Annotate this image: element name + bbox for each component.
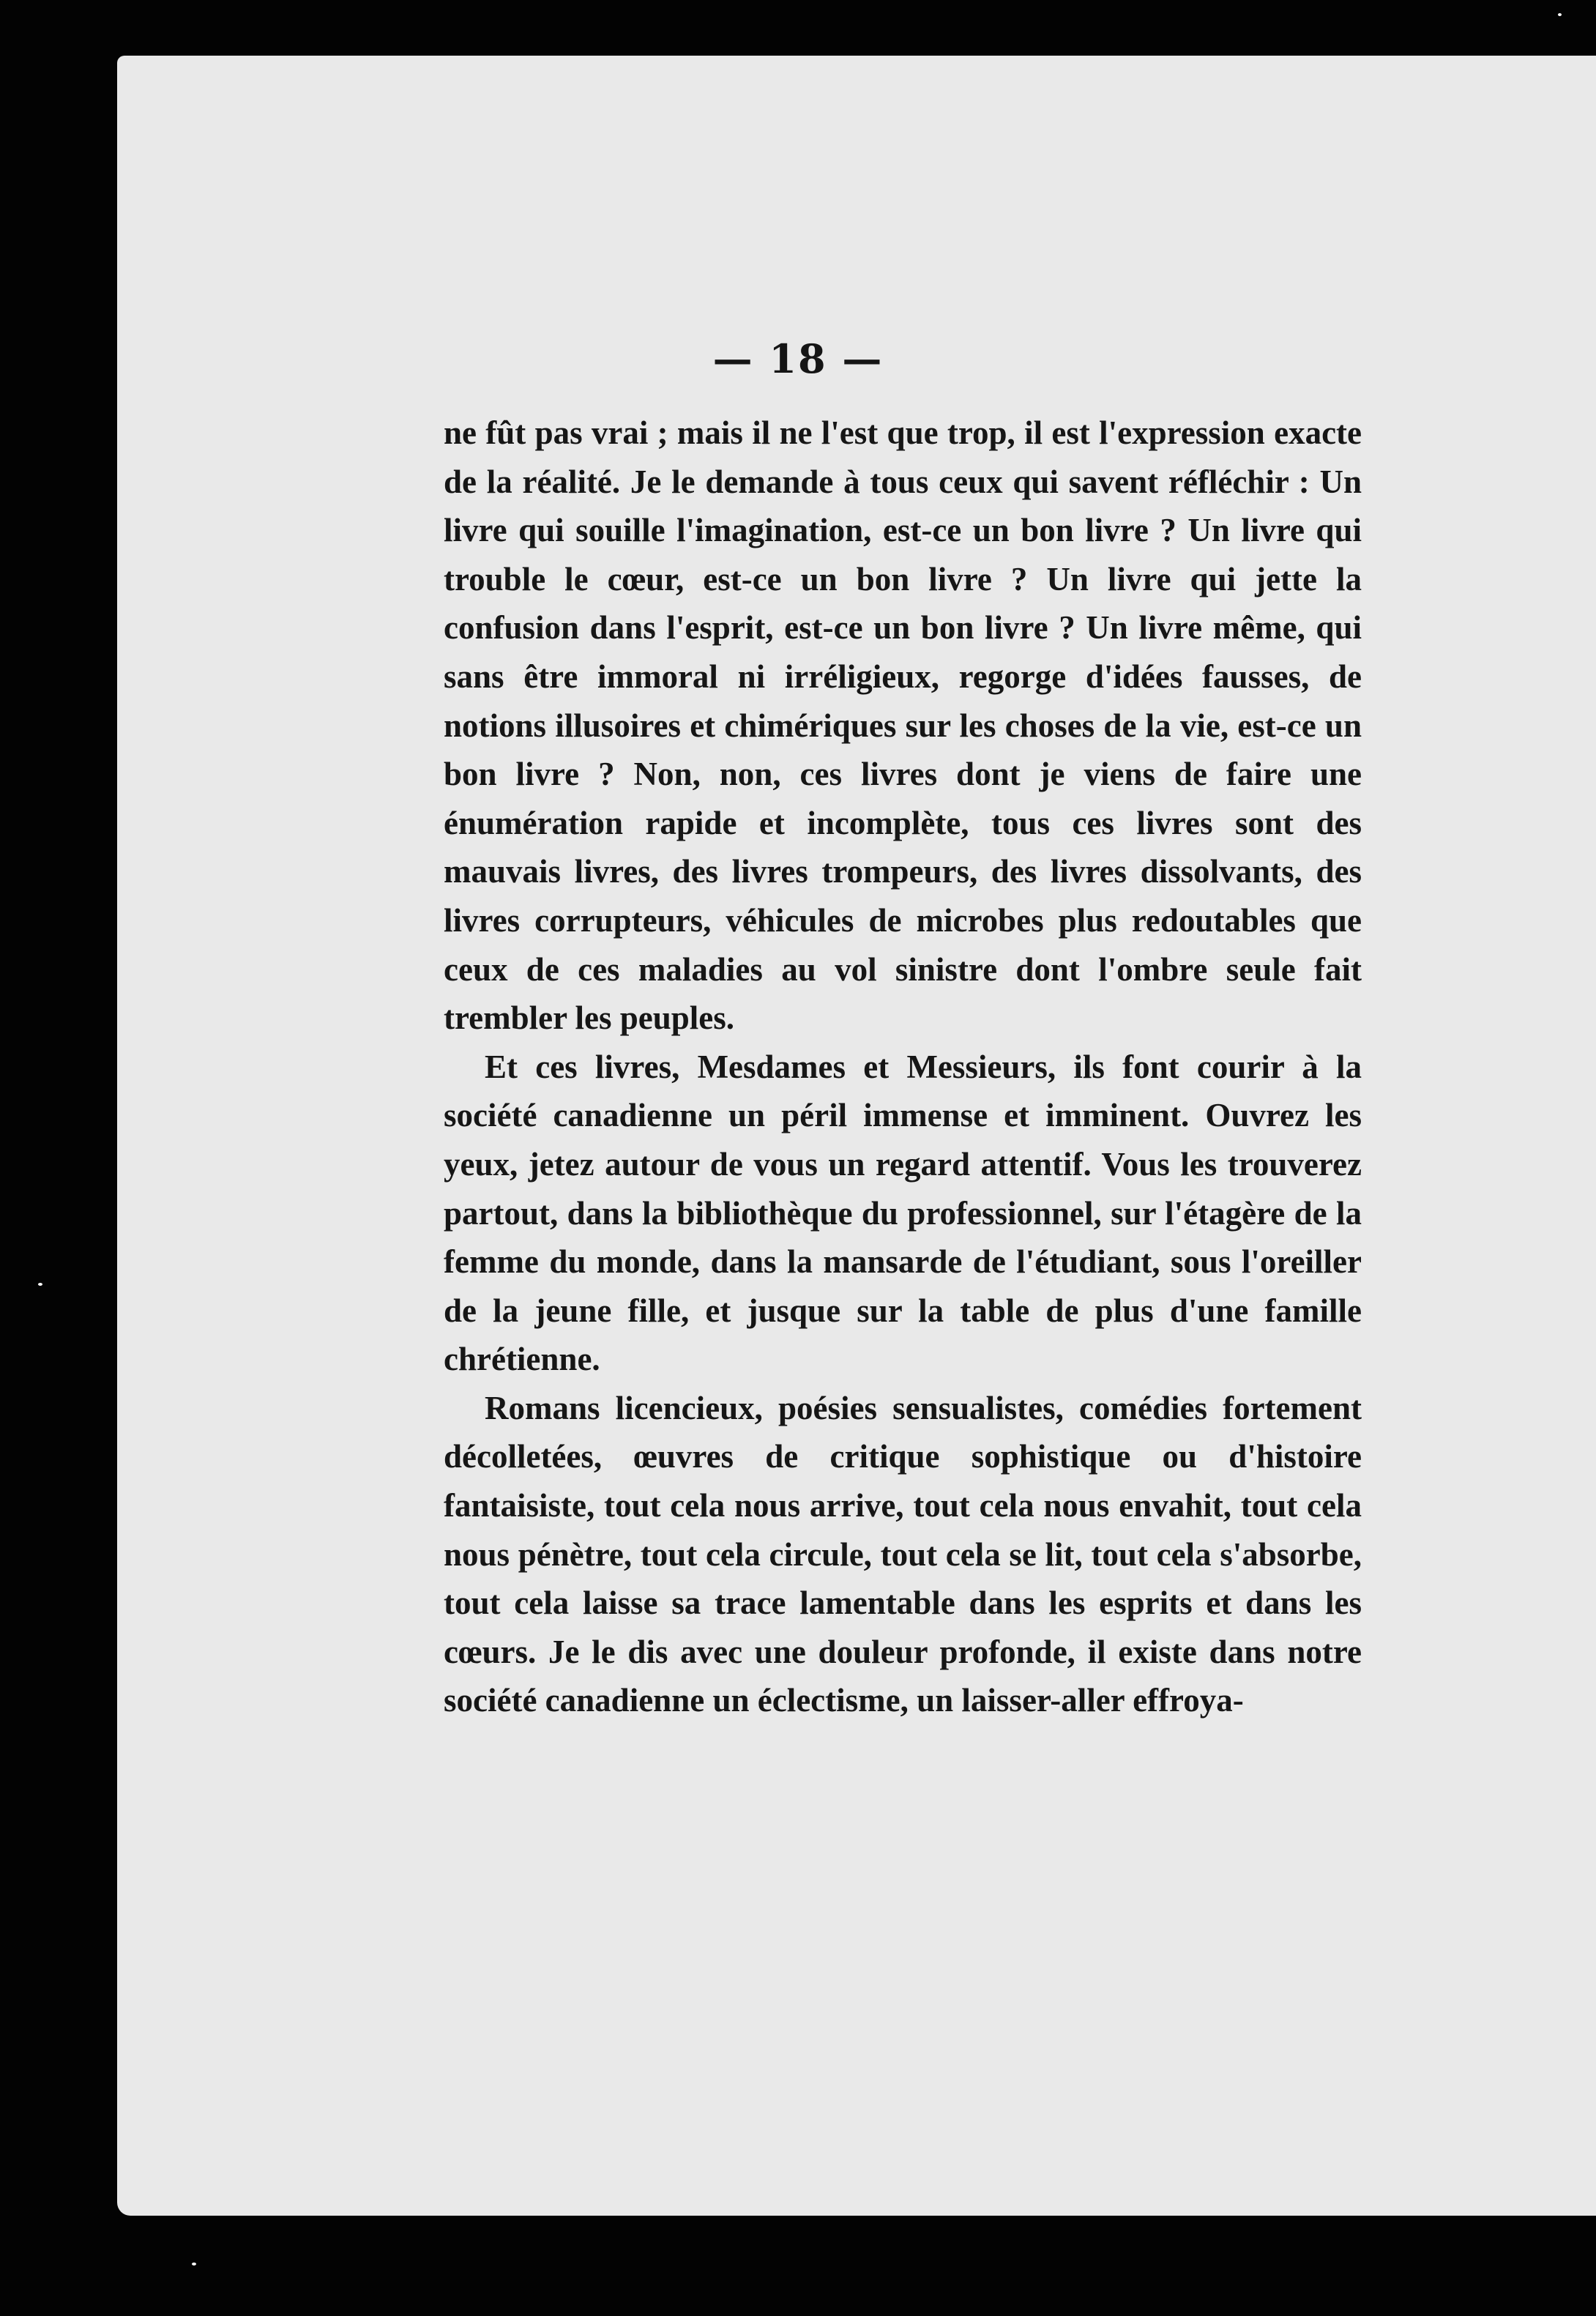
dust-speck xyxy=(192,2263,196,2265)
paragraph: Romans licencieux, poésies sensualistes, comédies fortement décolletées, œuvres de critique sophistique ou d'histoire fantaisiste, tout cela nous arrive, tout cela nous envahit, tout cela nous pénètre, tout cela circule, tout cela se lit, tout cela s'absorbe, tout cela laisse sa trace lamentable dans les esprits et dans les cœurs. Je le dis avec une douleur profonde, il existe dans notre société canadienne un éclectisme, un laisser-aller effroya- xyxy=(444,1389,1362,1719)
dust-speck xyxy=(1558,13,1562,16)
paragraph-continuation: ne fût pas vrai ; mais il ne l'est que trop, il est l'expression exacte de la réalité. Je le demande à tous ceux qui savent réfléchir : Un livre qui souille l'imagination, est-ce un bon livre ? Un livre qui trouble le cœur, est-ce un bon livre ? Un livre qui jette la confusion dans l'esprit, est-ce un bon livre ? Un livre même, qui sans être immoral ni irréligieux, regorge d'idées fausses, de notions illusoires et chimériques sur les choses de la vie, est-ce un bon livre ? Non, non, ces livres dont je viens de faire une énumération rapide et incomplète, tous ces livres sont des mauvais livres, des livres trompeurs, des livres dissolvants, des livres corrupteurs, véhicules de microbes plus redoutables que ceux de ces maladies au vol sinistre dont l'ombre seule fait trembler les peuples. xyxy=(444,414,1362,1037)
page-body xyxy=(444,409,1362,1725)
paragraph: Et ces livres, Mesdames et Messieurs, ils font courir à la société canadienne un péril immense et imminent. Ouvrez les yeux, jetez autour de vous un regard attentif. Vous les trouverez partout, dans la bibliothèque du professionnel, sur l'étagère de la femme du monde, dans la mansarde de l'étudiant, sous l'oreiller de la jeune fille, et jusque sur la table de plus d'une famille chrétienne. xyxy=(444,1048,1362,1378)
dust-speck xyxy=(38,1283,42,1286)
page-number: — 18 — xyxy=(712,335,884,382)
